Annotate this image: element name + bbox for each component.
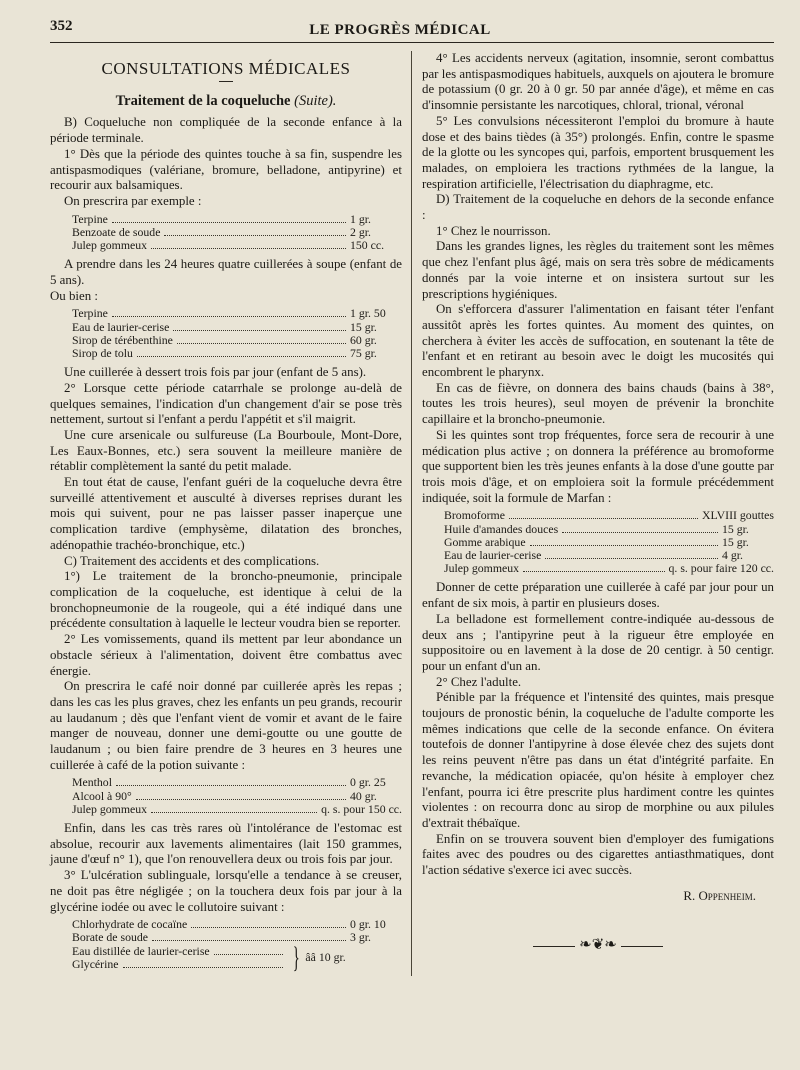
drug-name: Sirop de térébenthine xyxy=(72,332,173,347)
prescription-group xyxy=(72,940,402,974)
leader-dots xyxy=(151,812,317,813)
prescription-line xyxy=(72,334,402,347)
drug-quantity: 2 gr. xyxy=(350,224,371,239)
drug-name: Eau de laurier-cerise xyxy=(444,548,542,562)
leader-dots xyxy=(137,356,346,357)
drug-quantity: 15 gr. xyxy=(722,534,749,549)
paragraph: 4° Les accidents nerveux (agitation, insomnie, seront combattus par les antispasmodiques habituels, auxquels on ajoutera le bromure de potassium (0 gr. 20 à 0 gr. 50 par année d'âge), et même en cas d'insomnie persistante les narcotiques, chloral, trional, véronal xyxy=(422,51,774,113)
paragraph: 2° Les vomissements, quand ils mettent par leur abondance un obstacle sérieux à l'alimentation, doivent être combattus avec énergie. xyxy=(50,632,402,678)
paragraph: En tout état de cause, l'enfant guéri de la coqueluche devra être surveillé attentivement et ausculté à diverses reprises durant les mois qui suivent, pour ne pas laisser passer inaperçue une complication tardive (emphysème, dilatation des bronches, adénopathie trachéo-bronchique, etc.) xyxy=(50,475,402,552)
paragraph: On prescrira par exemple : xyxy=(64,193,202,208)
paragraph: 5° Les convulsions nécessiteront l'emploi du bromure à haute dose et des bains tièdes (à 35°) prolongés. Enfin, contre le spasme de la glotte ou les syncopes qui, parfois, emportent brusquement les malades, on emploiera les tractions rythmées de la langue, la respiration artificielle, l'électrisation du diaphragme, etc. xyxy=(422,113,774,191)
prescription-line xyxy=(72,347,402,360)
prescription-1 xyxy=(72,213,402,253)
prescription-line xyxy=(444,509,774,522)
paragraph: On s'efforcera d'assurer l'alimentation en faisant téter l'enfant aussitôt après les fortes quintes. Au moment des quintes, on cherchera à éviter les accès de suffocation, en soutenant la tête de l'enfant et en retirant au besoin avec le doigt les mucosités qui encombrent le pharynx. xyxy=(422,302,774,380)
paragraph: Une cuillerée à dessert trois fois par jour (enfant de 5 ans). xyxy=(64,365,367,380)
paragraph: A prendre dans les 24 heures quatre cuillerées à soupe (enfant de 5 ans). xyxy=(50,257,402,287)
paragraph: Dans les grandes lignes, les règles du traitement sont les mêmes que chez l'enfant plus âgé, mais on sera très sobre de médicaments donnés par la voie interne et on insistera surtout sur les prescriptions hygiéniques. xyxy=(422,239,774,301)
drug-name: Julep gommeux xyxy=(72,238,148,253)
drug-name: Terpine xyxy=(72,211,108,226)
drug-name: Chlorhydrate de cocaïne xyxy=(72,917,188,932)
prescription-line xyxy=(72,213,402,226)
drug-name: Terpine xyxy=(72,306,108,321)
right-column xyxy=(412,51,774,976)
drug-quantity: XLVIII gouttes xyxy=(702,508,774,523)
prescription-line xyxy=(72,931,402,944)
author-signature: R. Oppenheim. xyxy=(683,888,756,903)
paragraph: Enfin, dans les cas très rares où l'intolérance de l'estomac est absolue, recourir aux lavements alimentaires (lait 150 grammes, jaune d'œuf n° 1), que l'on renouvellera deux ou trois fois par jour. xyxy=(50,821,402,867)
prescription-4 xyxy=(72,917,402,974)
drug-name: Gomme arabique xyxy=(444,534,526,549)
drug-quantity: 1 gr. 50 xyxy=(350,306,386,321)
leader-dots xyxy=(509,518,698,519)
leader-dots xyxy=(191,927,346,928)
leader-dots xyxy=(112,316,346,317)
drug-name: Julep gommeux xyxy=(444,561,520,576)
leader-dots xyxy=(152,940,346,941)
paragraph: La belladone est formellement contre-indiquée au-dessous de deux ans ; l'antipyrine peut à la rigueur être employée en suppositoire ou en lavement à la dose de 20 centigr. à 50 centigr. pour un enfant d'un an. xyxy=(422,611,774,673)
drug-quantity: 4 gr. xyxy=(722,548,743,562)
paragraph: Si les quintes sont trop fréquentes, force sera de recourir à une médication plus active ; on donnera la préférence au bromoforme que supportent bien les très jeunes enfants à la dose d'une goutte par trois mois d'âge, et on emploiera soit la formule précédemment indiquée, soit la formule de Marfan : xyxy=(422,427,774,505)
leader-dots xyxy=(530,545,718,546)
article-title xyxy=(50,94,402,110)
paragraph: 1° Chez le nourrisson. xyxy=(436,223,551,238)
prescription-line xyxy=(444,562,774,575)
leader-dots xyxy=(136,799,346,800)
paragraph: Enfin on se trouvera souvent bien d'employer des fumigations faites avec des poudres ou des cigarettes antiasthmatiques, dont l'action sédative s'exerce ici avec succès. xyxy=(422,831,774,878)
drug-quantity: 3 gr. xyxy=(350,930,371,945)
drug-name: Sirop de tolu xyxy=(72,345,133,360)
leader-dots xyxy=(177,343,346,344)
drug-name: Huile d'amandes douces xyxy=(444,521,559,536)
brace-icon: } xyxy=(292,940,300,974)
paragraph: 1° Dès que la période des quintes touche à sa fin, suspendre les antispasmodiques (valériane, bromure, belladone, antipyrine) et recourir aux balsamiques. xyxy=(50,146,402,193)
leader-dots xyxy=(123,967,283,968)
leader-dots xyxy=(523,571,664,572)
prescription-line xyxy=(72,321,402,334)
prescription-line xyxy=(72,945,287,958)
drug-quantity: 15 gr. xyxy=(350,319,377,334)
page-number: 352 xyxy=(50,18,73,34)
leader-dots xyxy=(545,558,718,559)
drug-quantity: 0 gr. 10 xyxy=(350,917,386,932)
paragraph: Pénible par la fréquence et l'intensité des quintes, mais presque toujours de pronostic bénin, la coqueluche de l'adulte comporte les mêmes indications que celle de la seconde enfance. On évitera toutefois de donner l'antipyrine à dose élevée chez des sujets dont les reins peuvent n'être pas dans un état d'intégrité parfaite. En revanche, la médication opiacée, qu'on hésite à employer chez l'enfant, pourra ici être prescrite plus hardiment contre les quintes violentes : on recourra donc au sirop de morphine ou aux pilules d'extrait thébaïque. xyxy=(422,690,774,830)
drug-name: Alcool à 90° xyxy=(72,788,132,803)
drug-name: Bromoforme xyxy=(444,508,505,523)
ornament-icon xyxy=(422,938,774,954)
paragraph: En cas de fièvre, on donnera des bains chauds (bains à 38°, toutes les trois heures), seul moyen de prévenir la bronchite capillaire et la broncho-pneumonie. xyxy=(422,380,774,427)
paragraph: C) Traitement des accidents et des complications. xyxy=(64,553,320,568)
ornament-line xyxy=(533,946,575,947)
prescription-line xyxy=(72,776,402,789)
prescription-5 xyxy=(444,509,774,575)
drug-quantity: 15 gr. xyxy=(722,521,749,536)
drug-quantity: 0 gr. 25 xyxy=(350,775,386,790)
leader-dots xyxy=(151,248,346,249)
drug-quantity: 150 cc. xyxy=(350,238,385,253)
leader-dots xyxy=(173,330,346,331)
prescription-line xyxy=(72,790,402,803)
prescription-2 xyxy=(72,307,402,360)
paragraph: Donner de cette préparation une cuillerée à café par jour pour un enfant de six mois, à partir en plusieurs doses. xyxy=(422,580,774,611)
drug-name: Menthol xyxy=(72,775,112,790)
article-columns xyxy=(50,51,774,976)
section-title: CONSULTATIONS MÉDICALES xyxy=(101,59,351,78)
drug-name: Glycérine xyxy=(72,956,119,971)
paragraph: Ou bien : xyxy=(50,288,98,303)
drug-name: Benzoate de soude xyxy=(72,224,161,239)
paragraph: On prescrira le café noir donné par cuillerée après les repas ; dans les cas les plus graves, chez les enfants un peu grands, recourir au laudanum ; dès que l'enfant vient de vomir et avant de le faire manger de nouveau, donner une demi-goutte ou une goutte de laudanum ; ou bien faire prendre de 3 heures en 3 heures une cuillerée à café de la potion suivante : xyxy=(50,679,402,772)
drug-name: Eau distillée de laurier-cerise xyxy=(72,943,210,958)
prescription-line xyxy=(72,307,402,320)
drug-quantity: 60 gr. xyxy=(350,332,377,347)
paragraph: 3° L'ulcération sublinguale, lorsqu'elle a tendance à se creuser, ne doit pas être négligée ; on la touchera deux fois par jour à la glycérine iodée ou avec le collutoire suivant : xyxy=(50,868,402,914)
journal-title: LE PROGRÈS MÉDICAL xyxy=(309,22,491,38)
prescription-3 xyxy=(72,776,402,816)
drug-quantity: 75 gr. xyxy=(350,345,377,360)
leader-dots xyxy=(562,532,718,533)
drug-quantity: q. s. pour faire 120 cc. xyxy=(668,561,774,576)
prescription-line xyxy=(72,958,287,971)
article-title-text: Traitement de la coqueluche xyxy=(115,92,291,109)
drug-quantity: 1 gr. xyxy=(350,211,371,226)
prescription-line xyxy=(72,803,402,816)
paragraph: 2° Chez l'adulte. xyxy=(436,674,522,689)
drug-quantity: q. s. pour 150 cc. xyxy=(321,801,402,816)
article-title-suffix: (Suite). xyxy=(294,92,337,109)
ornament-glyph: ❧❦❧ xyxy=(579,937,617,954)
left-column xyxy=(50,51,412,976)
drug-name: Julep gommeux xyxy=(72,801,148,816)
ornament-line xyxy=(621,946,663,947)
leader-dots xyxy=(214,954,283,955)
drug-quantity: 40 gr. xyxy=(350,788,377,803)
paragraph: D) Traitement de la coqueluche en dehors de la seconde enfance : xyxy=(422,192,774,223)
prescription-group-lines xyxy=(72,945,287,971)
drug-name: Eau de laurier-cerise xyxy=(72,319,170,334)
leader-dots xyxy=(164,235,346,236)
prescription-line xyxy=(444,523,774,536)
paragraph: Une cure arsenicale ou sulfureuse (La Bourboule, Mont-Dore, Les Eaux-Bonnes, etc.) sera souvent la meilleure manière de rétablir complètement la santé du petit malade. xyxy=(50,427,402,474)
leader-dots xyxy=(112,222,346,223)
paragraph: 2° Lorsque cette période catarrhale se prolonge au-delà de quelques semaines, l'indication d'un changement d'air se pose très nettement, surtout si l'enfant a perdu l'appétit et s'il maigrit. xyxy=(50,380,402,427)
paragraph: B) Coqueluche non compliquée de la seconde enfance à la période terminale. xyxy=(50,115,402,146)
drug-name: Borate de soude xyxy=(72,930,149,945)
prescription-line xyxy=(72,239,402,252)
paragraph: 1°) Le traitement de la broncho-pneumonie, principale complication de la coqueluche, est identique à celui de la bronchopneumonie de la rougeole, qui a été indiqué dans une précédente consultation à laquelle le lecteur voudra bien se reporter. xyxy=(50,569,402,631)
leader-dots xyxy=(116,785,346,786)
title-rule xyxy=(219,81,233,82)
drug-quantity: ââ 10 gr. xyxy=(305,950,346,965)
